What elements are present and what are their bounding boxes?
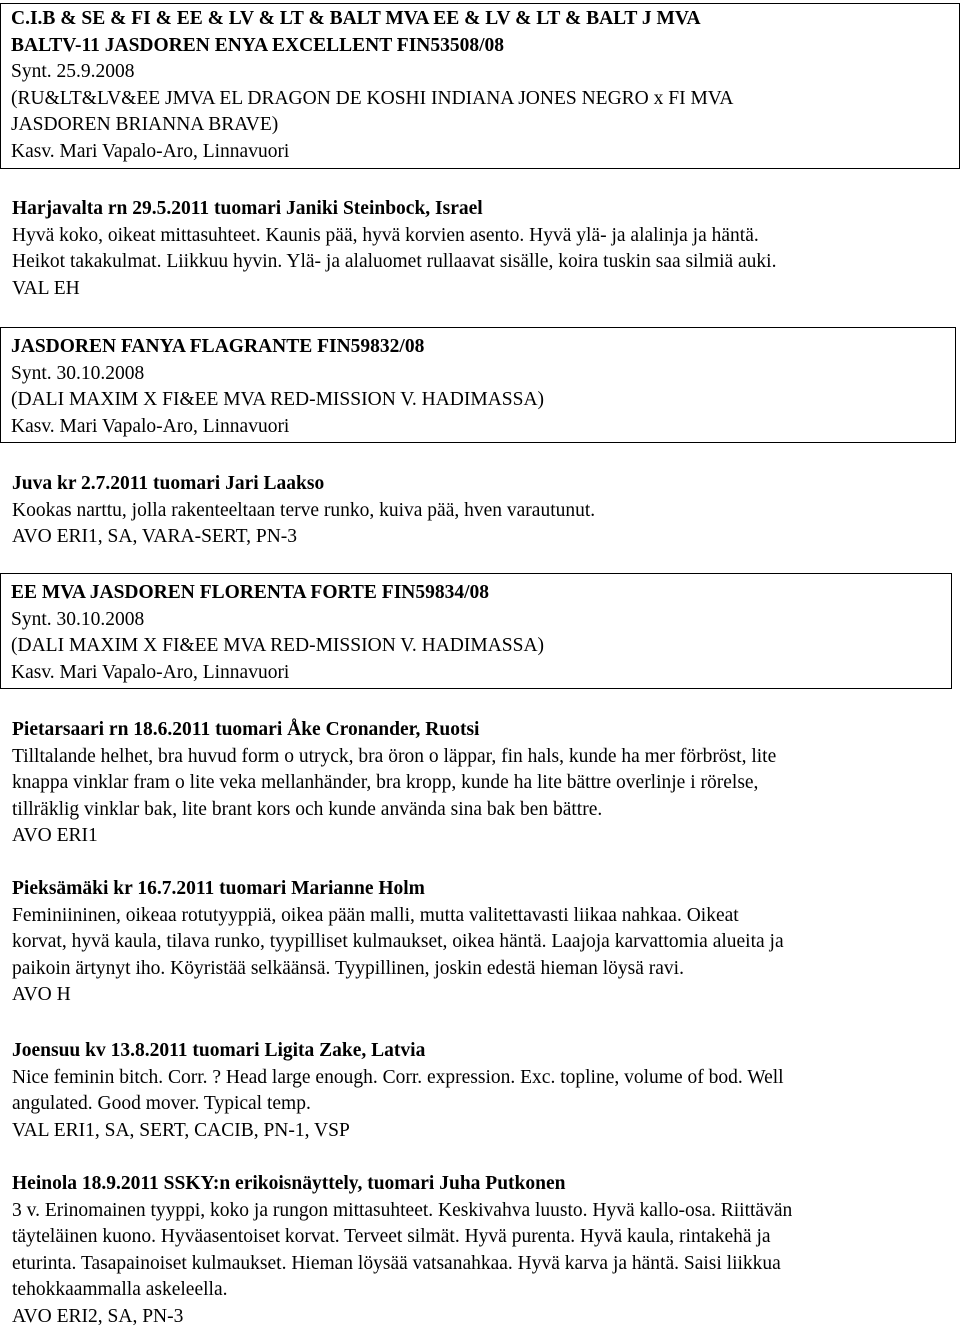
judging-text: Tilltalande helhet, bra huvud form o utryck, bra öron o läppar, fin hals, kunde ha mer förbröst, lite xyxy=(12,745,777,767)
dog-parents: (DALI MAXIM X FI&EE MVA RED-MISSION V. HADIMASSA) xyxy=(11,635,545,656)
judging-header: Pieksämäki kr 16.7.2011 tuomari Marianne Holm xyxy=(12,878,425,899)
judging-entry xyxy=(12,717,956,850)
dog-info-box xyxy=(0,327,956,443)
judging-result: AVO ERI1, SA, VARA-SERT, PN-3 xyxy=(12,526,298,547)
dog-parents: (RU&LT&LV&EE JMVA EL DRAGON DE KOSHI INDIANA JONES NEGRO x FI MVA xyxy=(11,87,734,109)
judging-text: Heikot takakulmat. Liikkuu hyvin. Ylä- ja alaluomet rullaavat sisälle, koira tuskin saa silmiä auki. xyxy=(12,251,777,272)
dog-title: C.I.B & SE & FI & EE & LV & LT & BALT MVA EE & LV & LT & BALT J MVA xyxy=(11,8,701,29)
dog-parents: (DALI MAXIM X FI&EE MVA RED-MISSION V. HADIMASSA) xyxy=(11,389,545,410)
judging-entry xyxy=(12,876,956,1009)
judging-text: Nice feminin bitch. Corr. ? Head large enough. Corr. expression. Exc. topline, volume of bod. Well xyxy=(12,1066,784,1088)
dog-info-box xyxy=(0,573,952,689)
judging-text: Kookas narttu, jolla rakenteeltaan terve runko, kuiva pää, hven varautunut. xyxy=(12,499,596,521)
dog-birth-date: Synt. 30.10.2008 xyxy=(11,362,145,384)
dog-title: BALTV-11 JASDOREN ENYA EXCELLENT FIN53508/08 xyxy=(11,34,505,56)
judging-result: AVO ERI1 xyxy=(12,825,98,846)
dog-breeder: Kasv. Mari Vapalo-Aro, Linnavuori xyxy=(11,140,290,162)
dog-breeder: Kasv. Mari Vapalo-Aro, Linnavuori xyxy=(11,661,290,683)
dog-parents: JASDOREN BRIANNA BRAVE) xyxy=(11,114,279,135)
judging-text: täyteläinen kuono. Hyväasentoiset korvat. Terveet silmät. Hyvä purenta. Hyvä kaula, rintakehä ja xyxy=(12,1226,771,1247)
dog-info-box xyxy=(0,3,960,169)
dog-title: EE MVA JASDOREN FLORENTA FORTE FIN59834/08 xyxy=(11,582,490,603)
judging-result: VAL EH xyxy=(12,277,80,299)
dog-birth-date: Synt. 30.10.2008 xyxy=(11,608,145,630)
judging-entry xyxy=(12,1038,956,1144)
judging-result: AVO H xyxy=(12,984,71,1005)
judging-entry xyxy=(12,196,956,302)
judging-text: Hyvä koko, oikeat mittasuhteet. Kaunis pää, hyvä korvien asento. Hyvä ylä- ja alalinja ja häntä. xyxy=(12,224,759,246)
judging-header: Juva kr 2.7.2011 tuomari Jari Laakso xyxy=(12,473,325,494)
judging-text: angulated. Good mover. Typical temp. xyxy=(12,1093,311,1114)
judging-result: AVO ERI2, SA, PN-3 xyxy=(12,1305,184,1327)
dog-birth-date: Synt. 25.9.2008 xyxy=(11,61,135,82)
judging-header: Pietarsaari rn 18.6.2011 tuomari Åke Cronander, Ruotsi xyxy=(12,719,480,740)
judging-text: korvat, hyvä kaula, tilava runko, tyypilliset kulmaukset, oikea häntä. Laajoja karvattomia alueita ja xyxy=(12,931,784,952)
judging-header: Joensuu kv 13.8.2011 tuomari Ligita Zake, Latvia xyxy=(12,1040,426,1061)
judging-text: tillräklig vinklar bak, lite brant kors och kunde använda sina bak ben bättre. xyxy=(12,798,603,820)
judging-entry xyxy=(12,1171,956,1330)
judging-result: VAL ERI1, SA, SERT, CACIB, PN-1, VSP xyxy=(12,1119,350,1141)
judging-text: 3 v. Erinomainen tyyppi, koko ja rungon mittasuhteet. Keskivahva luusto. Hyvä kallo-osa. Riittävän xyxy=(12,1199,793,1221)
judging-text: paikoin ärtynyt iho. Köyristää selkäänsä. Tyypillinen, joskin edestä hieman löysä ravi. xyxy=(12,957,684,979)
judging-text: eturinta. Tasapainoiset kulmaukset. Hieman löysää vatsanahkaa. Hyvä karva ja häntä. Saisi liikkua xyxy=(12,1252,781,1274)
dog-breeder: Kasv. Mari Vapalo-Aro, Linnavuori xyxy=(11,415,290,437)
dog-title: JASDOREN FANYA FLAGRANTE FIN59832/08 xyxy=(11,336,425,357)
judging-text: Feminiininen, oikeaa rotutyyppiä, oikea pään malli, mutta valitettavasti liikaa nahkaa. Oikeat xyxy=(12,904,739,926)
judging-text: tehokkaammalla askeleella. xyxy=(12,1279,228,1300)
judging-header: Heinola 18.9.2011 SSKY:n erikoisnäyttely, tuomari Juha Putkonen xyxy=(12,1173,566,1194)
judging-text: knappa vinklar fram o lite veka mellanhänder, bra kropp, kunde ha lite bättre overlinje i rörelse, xyxy=(12,772,759,793)
judging-entry xyxy=(12,471,956,551)
judging-header: Harjavalta rn 29.5.2011 tuomari Janiki Steinbock, Israel xyxy=(12,198,483,219)
